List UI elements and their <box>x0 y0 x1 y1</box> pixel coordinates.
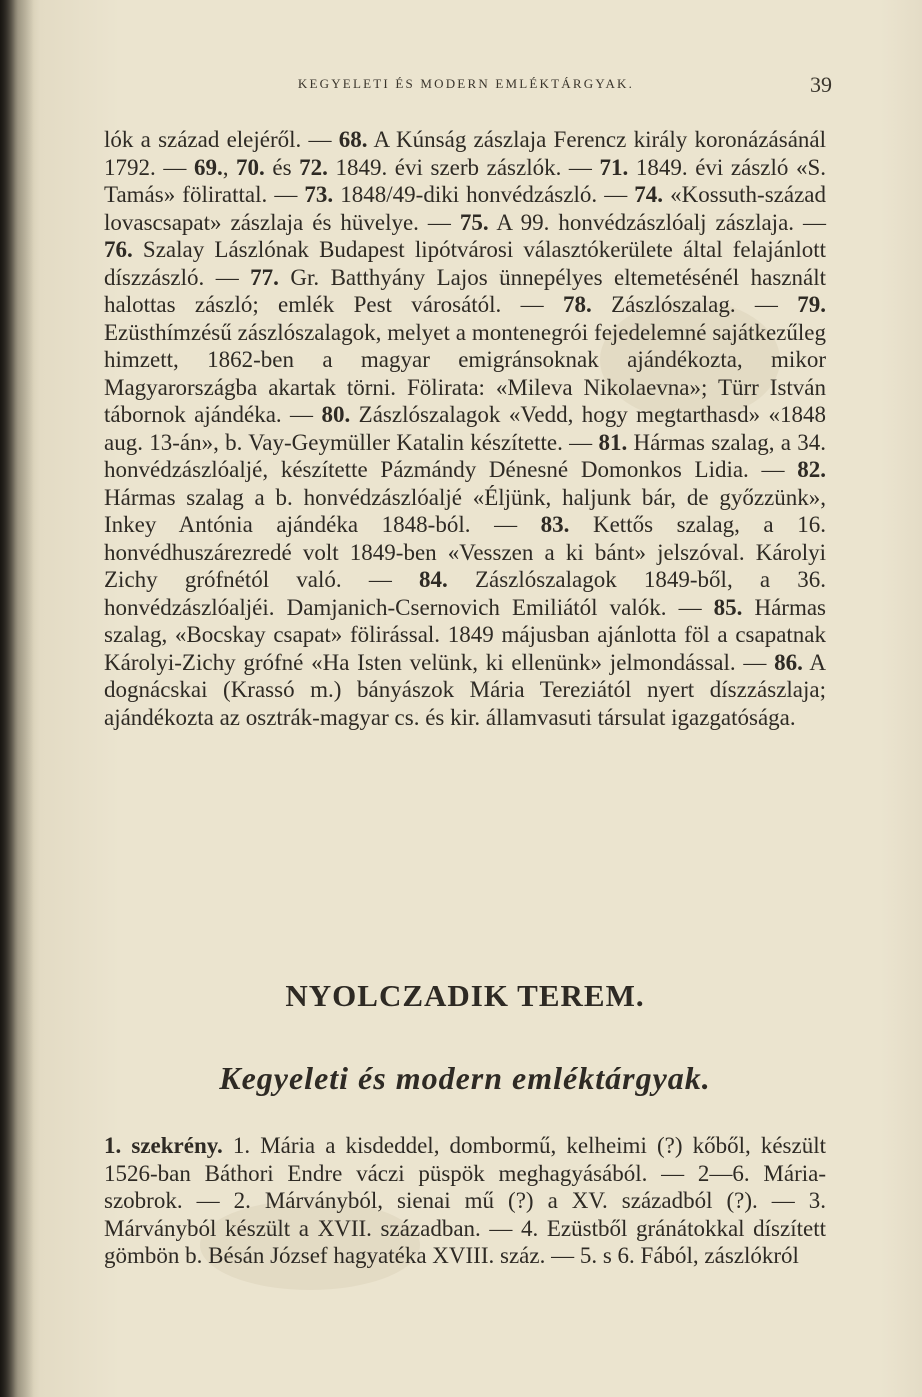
text-run: és <box>264 154 300 180</box>
item-number: 79. <box>797 292 826 317</box>
item-number: 68. <box>338 127 368 152</box>
item-number: 74. <box>634 182 664 207</box>
text-run: 1. Mária a kisdeddel, dombormű, kelheimi (?) kőből, készült 1526-ban Báthori Endre váczi püspök meghagyásából. — 2—6. Mária-szobrok. — 2. Márványból, sienai mű (?) a XV. századból (?). — 3. Márványból készült a XVII. században. — 4. Ezüstből gránátokkal díszített gömbön b. Bésán József hagyatéka XVIII. száz. — 5. s 6. Fából, zászlókról <box>104 1133 826 1268</box>
section-heading: NYOLCZADIK TEREM. <box>285 978 645 1013</box>
page-number: 39 <box>810 72 832 97</box>
text-run: lók a század elejéről. — <box>104 127 339 152</box>
text-run: Zászlószalagok 1849-ből, a 36. honvédzászlóaljéi. Damjanich-Csernovich Emiliától valók. — <box>104 567 826 620</box>
item-number: 86. <box>774 649 803 675</box>
item-number: 76. <box>104 237 133 262</box>
running-title: KEGYELETI ÉS MODERN EMLÉKTÁRGYAK. <box>297 76 635 91</box>
item-number: 84. <box>419 567 448 592</box>
item-number: 78. <box>562 292 592 317</box>
text-run: Kettős szalag, a 16. honvédhuszárezredé volt 1849-ben «Vesszen a ki bánt» jelszóval. Károlyi Zichy grófnétól való. — <box>104 512 826 592</box>
text-run: Szalay Lászlónak Budapest lipótvárosi választókerülete által felajánlott díszzászló. — <box>104 237 826 290</box>
item-number: 85. <box>713 594 743 620</box>
text-run: A dognácskai (Krassó m.) bányászok Mária Tereziától nyert díszzászlaja; ajándékozta az osztrák-magyar cs. és kir. államvasuti társulat igazgatósága. <box>104 649 826 730</box>
book-spine-shadow <box>0 0 34 1397</box>
text-run: «Kossuth-század lovascsapat» zászlaja és hüvelye. — <box>104 182 826 235</box>
item-number: 73. <box>304 182 334 207</box>
text-run: 1849. évi zászló «S. Tamás» fölirattal. — <box>104 154 827 207</box>
text-run: Gr. Batthyány Lajos ünnepélyes eltemetésénél használt halottas zászló; emlék Pest városától. — <box>104 264 826 317</box>
text-run: Zászlószalagok «Vedd, hogy megtarthasd» «1848 aug. 13-án», b. Vay-Geymüller Katalin készítette. — <box>104 402 827 455</box>
text-run: Hármas szalag, a 34. honvédzászlóaljé, készítette Pázmándy Dénesné Domonkos Lidia. — <box>104 429 826 482</box>
item-number: 81. <box>598 429 628 455</box>
text-run: Hármas szalag, «Bocskay csapat» fölirással. 1849 májusban ajánlotta föl a csapatnak Károlyi-Zichy grófné «Ha Isten velünk, ki ellenünk» jelmondással. — <box>104 594 826 675</box>
item-number: 70. <box>236 154 265 180</box>
item-number: 1. szekrény. <box>104 1133 223 1158</box>
item-number: 83. <box>540 512 570 537</box>
text-run: A Kúnság zászlaja Ferencz király koronázásánál 1792. — <box>104 127 827 180</box>
text-run: A 99. honvédzászlóalj zászlaja. — <box>488 209 826 235</box>
item-number: 71. <box>599 154 629 180</box>
text-run: , <box>222 154 237 180</box>
item-number: 75. <box>459 209 489 235</box>
item-number: 77. <box>250 264 279 290</box>
text-run: 1849. évi szerb zászlók. — <box>327 154 600 180</box>
item-number: 72. <box>299 154 328 180</box>
catalog-paragraph-cabinet-1 <box>104 1132 826 1270</box>
catalog-paragraph-items-68-86 <box>104 126 826 731</box>
running-head <box>100 68 832 108</box>
text-run: Ezüsthímzésű zászlószalagok, melyet a montenegrói fejedelemné sajátkezűleg himzett, 1862-ben a magyar emigránsoknak ajándékozta, mikor Magyarországba akartak törni. Fölirata: «Mileva Nikolaevna»; Türr István tábornok ajándéka. — <box>104 319 826 427</box>
text-run: Hármas szalag a b. honvédzászlóaljé «Éljünk, haljunk bár, de győzzünk», Inkey Antónia ajándéka 1848-ból. — <box>104 484 826 537</box>
section-subheading: Kegyeleti és modern emléktárgyak. <box>219 1060 711 1096</box>
item-number: 80. <box>321 402 351 427</box>
item-number: 82. <box>797 457 826 482</box>
text-run: 1848/49-diki honvédzászló. — <box>333 182 635 207</box>
text-run: Zászlószalag. — <box>591 292 798 317</box>
item-number: 69. <box>193 154 223 180</box>
